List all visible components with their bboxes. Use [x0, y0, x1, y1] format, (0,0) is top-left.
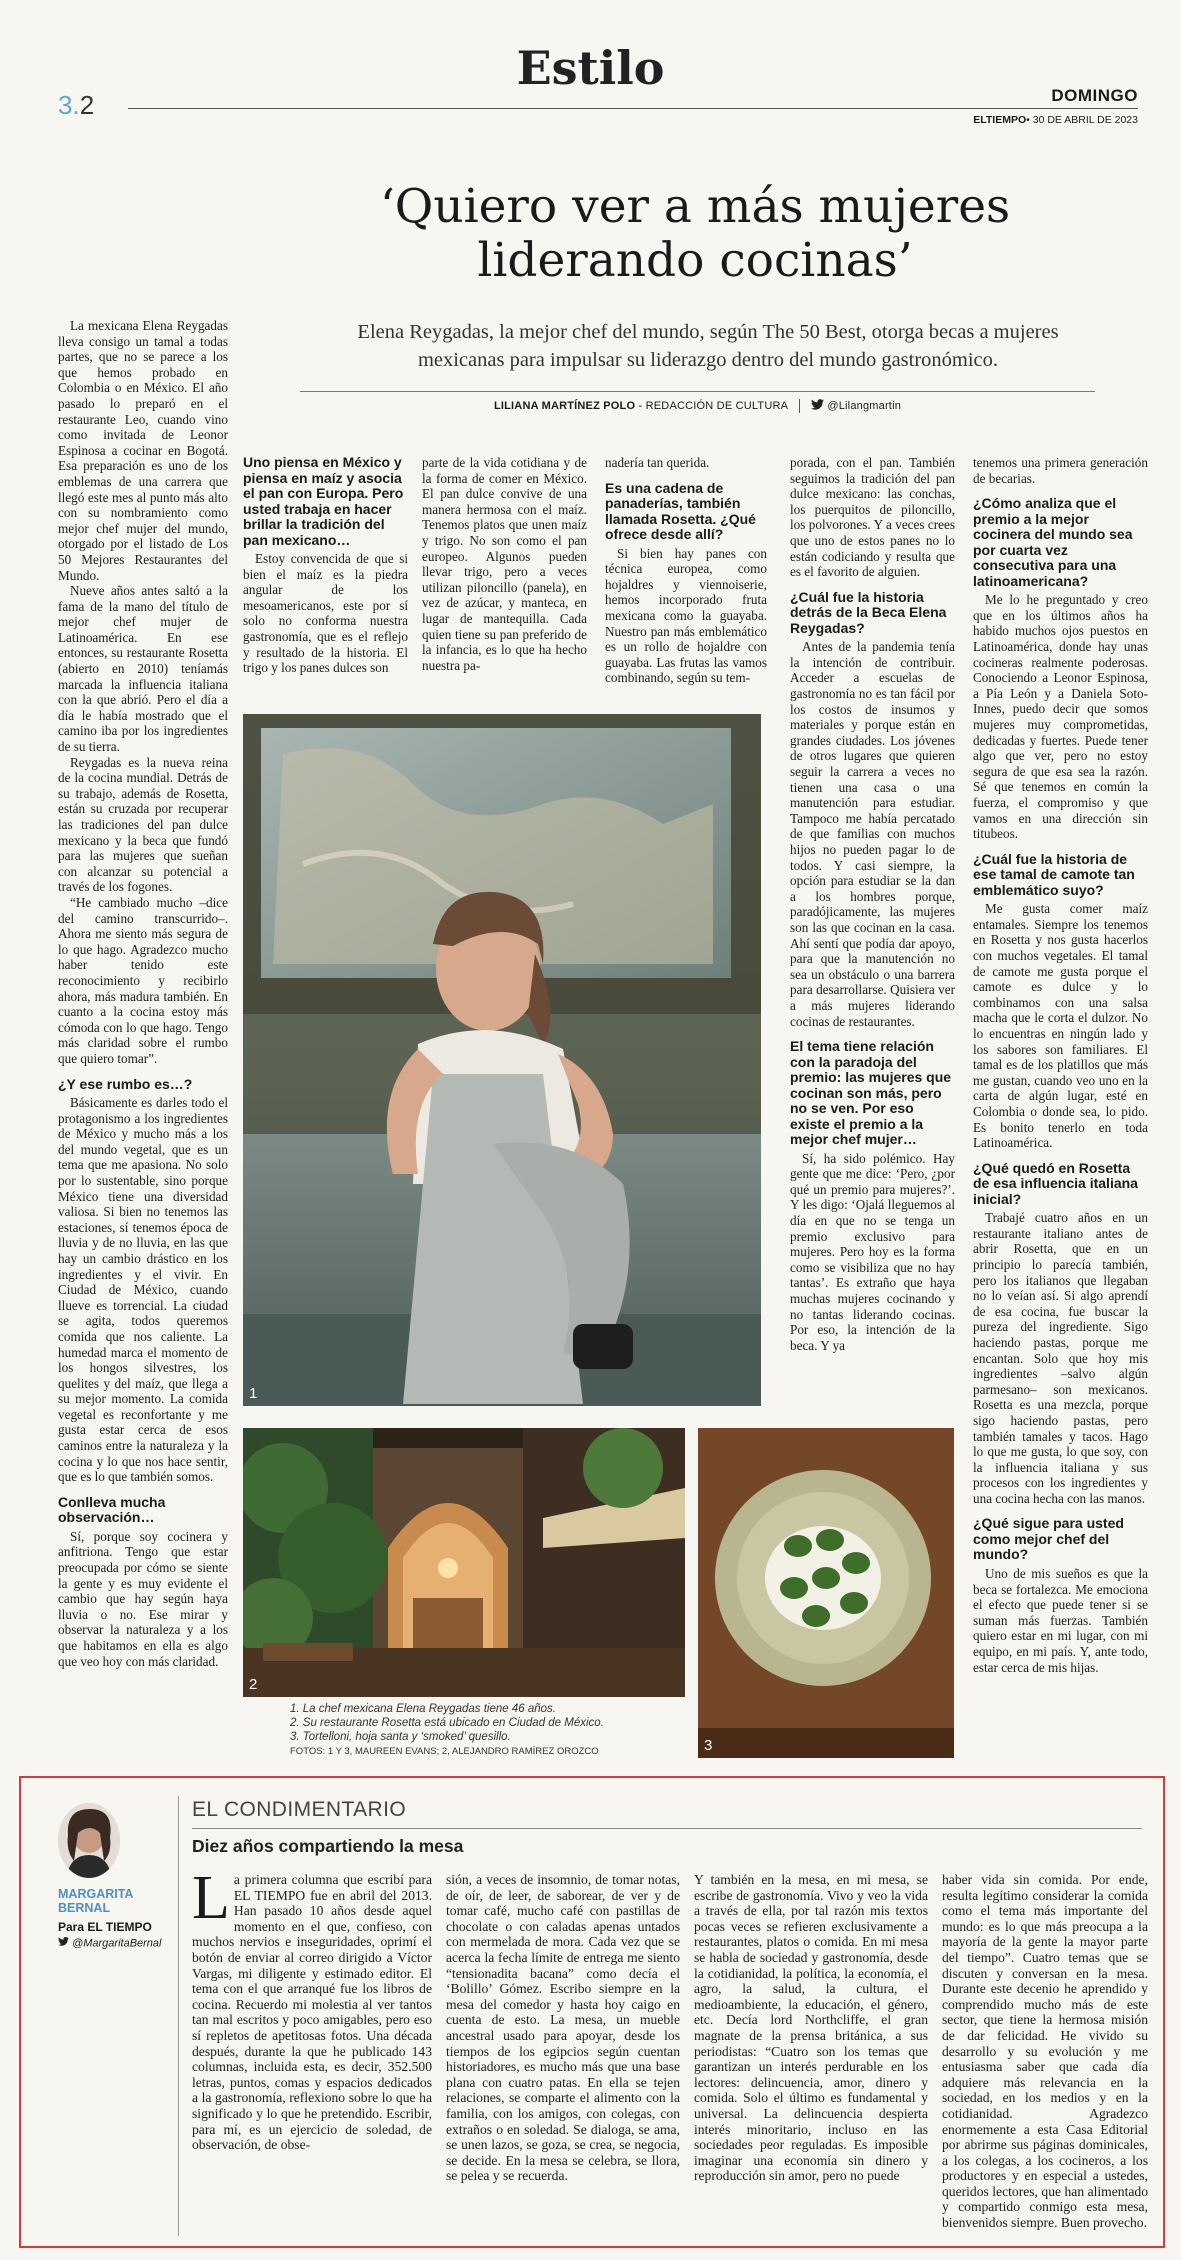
byline-handle: @Lilangmartin	[827, 399, 902, 412]
caption-1: 1. La chef mexicana Elena Reygadas tiene 46 años.	[290, 1703, 556, 1715]
article-column-2	[243, 455, 408, 715]
article-column-3	[422, 455, 587, 705]
column-paragraph-4: haber vida sin comida. Por ende, resulta legítimo considerar la comida como el tema más importante del mundo: es lo que más preocupa a la mayoría de la gente la mayor parte del tiempo”. Cuatro temas que se discuten y conversan en la mesa. Durante este decenio he aprendido y comprendido mucho más de este sector, que tiene la hermosa misión de dar felicidad. He vivido su desarrollo y su evolución y me entusiasma saber que cada día adquiere más relevancia en la sociedad, en los medios y en la cotidianidad. Agradezco enormemente a esta Casa Editorial por abrirme sus páginas dominicales, a los colegas, a los cocineros, a los productores y en especial a ustedes, queridos lectores, que han alimentado y compartido conmigo esta mesa, bienvenidos siempre. Buen provecho.	[942, 1872, 1148, 2231]
article-paragraph: “He cambiado mucho –dice del camino transcurrido–. Ahora me siento más segura de lo que hago. Agradezco mucho haber tenido este reconocimiento y recibirlo ahora, más madura también. En cuanto a la cocina estoy más cómoda con lo que hago. Tengo más claridad sobre el rumbo que quiero tomar”.	[58, 894, 228, 1066]
headline-line-1: ‘Quiero ver a más mujeres	[379, 179, 1011, 234]
column-text-2	[446, 1872, 680, 2232]
article-paragraph: Sí, porque soy cocinera y anfitriona. Tengo que estar preocupada por cómo se siente la gente y es muy evidente el cambio que hay según haya lluvia o no. Ese mirar y observar la naturaleza y a los que habitamos en ella es algo que veo hoy con más claridad.	[58, 1528, 228, 1669]
column-text-1	[192, 1872, 432, 2232]
article-paragraph: nadería tan querida.	[605, 455, 710, 470]
article-paragraph: Me gusta comer maíz entamales. Siempre los tenemos en Rosetta y nos gusta hacerlos con muchos vegetales. El tamal de camote me gusta porque el camote es dulce y lo combinamos con una salsa macha que le corta el dulzor. No lo encuentras en ningún lado y los sabores son familiares. El tamal es de los platillos que más me gustan, cuando veo uno en la carta de algún lugar, esté en Colombia o donde sea, lo pido. Es bonito tenerlo en toda Latinoamérica.	[973, 901, 1148, 1151]
photo-restaurant	[243, 1428, 685, 1697]
author-outlet: Para EL TIEMPO	[58, 1920, 152, 1934]
author-block	[58, 1887, 188, 1951]
author-last-name: BERNAL	[58, 1901, 111, 1915]
photo-chef-portrait	[243, 714, 761, 1406]
caption-2: 2. Su restaurante Rosetta está ubicado en Ciudad de México.	[290, 1717, 604, 1729]
column-title: Diez años compartiendo la mesa	[192, 1836, 464, 1856]
byline-divider	[799, 399, 800, 413]
page-number	[58, 90, 94, 120]
photo-number-1: 1	[249, 1385, 258, 1402]
article-paragraph: parte de la vida cotidiana y de la forma de comer en México. El pan dulce convive de una manera hermosa con el maíz. Tenemos platos que unen maíz y trigo. No son como el pan europeo. Algunos pueden llevar trigo, pero a veces utilizan piloncillo (panela), en vez de azúcar, y manteca, en lugar de mantequilla. Cada quien tiene su pan preferido de la infancia, es lo que ha hecho nuestra pa-	[422, 455, 587, 673]
section-title: Estilo	[516, 41, 665, 95]
question-heading: ¿Qué quedó en Rosetta de esa influencia italiana inicial?	[973, 1159, 1138, 1207]
column-paragraph-1	[192, 1872, 432, 2153]
article-paragraph: Sí, ha sido polémico. Hay gente que me dice: ‘Pero, ¿por qué un premio para mujeres?’. Y les digo: ‘Ojalá lleguemos al día en que no se tenga un premio exclusivo para mujeres. Pero hoy es la forma como se visibiliza que no hay tantas’. Es extraño que haya muchas mujeres cocinando y no tantas liderando cocinas. Por eso, la intención de la beca. Y ya	[790, 1150, 955, 1353]
article-paragraph: Antes de la pandemia tenía la intención de contribuir. Acceder a escuelas de gastronomía no es tan fácil por los costos de insumos y materiales y porque están en grandes ciudades. Los jóvenes de otros lugares que quieren seguir la carrera a veces no tienen una casa o una manutención para estudiar. Tampoco me había percatado de que familias con muchos hijos no pueden pagar lo de todos. Y casi siempre, la opción para estudiar se la dan a los hombres porque, paradójicamente, las mujeres son las que cocinan en la casa. Ahí sentí que podía dar apoyo, para que la manutención no sea un obstáculo o una barrera para desarrollarse. Quisiera ver a más mujeres liderando cocinas de restaurantes.	[790, 639, 955, 1029]
photo-captions	[290, 1702, 690, 1758]
header-day: DOMINGO	[1051, 86, 1138, 105]
photo-credit: FOTOS: 1 Y 3, MAUREEN EVANS; 2, ALEJANDRO RAMÍREZ OROZCO	[290, 1746, 599, 1757]
article-paragraph: Uno de mis sueños es que la beca se fortalezca. Me emociona el efecto que puede tener si se suman más fuerzas. También quiero estar en mi lugar, con mi equipo, en mi país. Y, ante todo, estar cerca de mis hijas.	[973, 1565, 1148, 1675]
article-paragraph: Trabajé cuatro años en un restaurante italiano antes de abrir Rosetta, que en un principio lo parecía también, pero los italianos que llegaban no lo veían así. Si algo aprendí de esa cocina, fue buscar la pureza del ingrediente. Sigo haciendo pastas, porque me encantan. Solo que hoy mis ingredientes –salvo algún parmesano– son mexicanos. Rosetta es una mezcla, porque sigo haciendo pastas, pero también tamales y tacos. Hago lo que me gusta, lo que soy, con la influencia italiana y sus procesos con los ingredientes y una cocina hecha con las manos.	[973, 1210, 1148, 1506]
column-text-4	[942, 1872, 1148, 2232]
header-rule	[128, 108, 1138, 109]
article-paragraph: porada, con el pan. También seguimos la tradición del pan dulce mexicano: las conchas, los puerquitos de piloncillo, los polvorones. Y a veces crees que uno de estos panes no lo están codiciando y resulta que es el favorito de alguien.	[790, 455, 955, 580]
byline-rule	[300, 391, 1095, 392]
author-avatar	[58, 1803, 120, 1878]
paper-brand: ELTIEMPO	[973, 114, 1027, 126]
byline-role: - REDACCIÓN DE CULTURA	[638, 399, 788, 412]
article-paragraph: Estoy convencida de que si bien el maíz es la piedra angular de los mesoamericanos, este por sí solo no conforma nuestra gastronomía, que es el reflejo y resultado de la historia. El trigo y los panes dulces son	[243, 551, 408, 676]
article-paragraph: Me lo he preguntado y creo que en los últimos años ha habido muchos ojos puestos en Latinoamérica, donde hay unas cocineras realmente poderosas. Conociendo a Leonor Espinosa, a Pía León y a Daniela Soto-Innes, puedo decir que somos mujeres muy comprometidas, dedicadas y fuertes. Puede tener algo que ver, pero no estoy segura de que esa sea la razón. Sé que tenemos en común la fuerza, el compromiso y que vamos en una dirección sin titubeos.	[973, 592, 1148, 842]
column-paragraph-3: Y también en la mesa, en mi mesa, se escribe de gastronomía. Vivo y veo la vida a través de ella, por tal razón mis textos pocas veces se refieren exclusivamente a restaurantes, platos o comida. En mi mesa se habla de sociedad y gastronomía, desde la cotidianidad, la política, la economía, el agro, la salud, la cultura, el medioambiente, la educación, el género, etc. Decía lord Northcliffe, el gran magnate de la prensa británica, a sus periodistas: “Cuatro son los temas que garantizan un interés perdurable en los lectores: delincuencia, amor, dinero y comida. Solo el último es fundamental y universal. La delincuencia despierta interés minoritario, incluso en las sociedades peor reguladas. Es imposible imaginar una economía sin dinero y reproducción sin amor, pero no puede	[694, 1872, 928, 2184]
article-paragraph: Reygadas es la nueva reina de la cocina mundial. Detrás de su trabajo, además de Rosetta, están su cruzada por recuperar las tradiciones del pan dulce mexicano y la beca que fundó para las mujeres que sueñan con alcanzar su potencial a través de los fogones.	[58, 754, 228, 895]
article-paragraph: tenemos una primera generación de becarias.	[973, 455, 1148, 486]
article-column-4	[605, 455, 767, 705]
headline	[230, 180, 1160, 288]
photo-number-3: 3	[704, 1737, 713, 1754]
byline-name: LILIANA MARTÍNEZ POLO	[493, 399, 636, 412]
article-paragraph: Nueve años antes saltó a la fama de la mano del título de mejor chef mujer de Latinoamérica. En ese entonces, su restaurante Rosetta (abierto en 2010) teníamás marcada la influencia italiana con la que abrió. Pero el día a día le había mostrado que el camino iba por los ingredientes de su tierra.	[58, 583, 228, 755]
question-heading: Uno piensa en México y piensa en maíz y asocia el pan con Europa. Pero usted trabaja en hacer brillar la tradición del pan mexicano…	[243, 455, 404, 548]
question-heading: Conlleva mucha observación…	[58, 1493, 166, 1526]
question-heading: El tema tiene relación con la paradoja del premio: las mujeres que cocinan son más, pero no se ven. Por eso existe el premio a la mejor chef mujer…	[790, 1038, 952, 1148]
page-number-major: 3.	[58, 90, 80, 120]
photo-number-2: 2	[249, 1676, 258, 1693]
column-section-label: EL CONDIMENTARIO	[192, 1798, 407, 1821]
twitter-icon	[811, 399, 824, 413]
column-divider	[178, 1796, 179, 2236]
header-date	[973, 114, 1138, 126]
article-column-6	[973, 455, 1148, 1800]
column-paragraph-2: sión, a veces de insomnio, de tomar notas, de oír, de leer, de saborear, de ver y de tomar café, mucho café con pastillas de chocolate o con caladas apenas untados con mermelada de mora. Cada vez que se acerca la fecha límite de entrega me siento “tensionadita bacana” como decía el ‘Bolillo’ Gómez. Escribo siempre en la mesa del comedor y hasta hoy caigo en cuenta de esto. La mesa, un mueble ancestral usado para apoyar, desde los tiempos de los egipcios según cuentan historiadores, es mucho más que una base plana con cuatro patas. En ella se tejen relaciones, se comparte el alimento con la familia, con los amigos, con colegas, con extraños o en soledad. Se dialoga, se ama, se unen lazos, se goza, se crea, se negocia, se decide. En la mesa se celebra, se llora, se pelea y se recuerda.	[446, 1872, 680, 2184]
column-text-1-body: a primera columna que escribí para EL TIEMPO fue en abril del 2013. Han pasado 10 años desde aquel momento en el que, confieso, con muchos nervios e inseguridades, oprimí el botón de enviar al correo dirigido a Víctor Vargas, mi diligente y estimado editor. El tema con el que arranqué fue los libros de cocina. Recuerdo mi molestia al ver tantos tan mal escritos y poco amigables, pero eso sí repletos de apetitosas fotos. Una década después, durante la que he publicado 143 columnas, incluida esta, es decir, 352.500 letras, puntos, comas y espacios dedicados a la gastronomía, reflexiono sobre lo que ha significado y lo que he pretendido. Escribir, para mí, es un ejercicio de soledad, de observación, de obse-	[192, 1872, 432, 2153]
headline-line-2: liderando cocinas’	[477, 233, 913, 288]
question-heading: ¿Cómo analiza que el premio a la mejor cocinera del mundo sea por cuarta vez consecutiva para una latinoamericana?	[973, 495, 1133, 589]
photo-dish	[698, 1428, 954, 1758]
article-column-1	[58, 318, 228, 1748]
question-heading: Es una cadena de panaderías, también llamada Rosetta. ¿Qué ofrece desde allí?	[605, 479, 756, 543]
caption-3: 3. Tortelloni, hoja santa y ‘smoked’ quesillo.	[290, 1731, 511, 1743]
date-text: • 30 DE ABRIL DE 2023	[1026, 114, 1138, 126]
question-heading: ¿Y ese rumbo es…?	[58, 1075, 193, 1092]
page-number-minor: 2	[79, 90, 95, 120]
byline	[300, 399, 1095, 413]
subheadline: Elena Reygadas, la mejor chef del mundo, según The 50 Best, otorga becas a mujeres mexicanas para impulsar su liderazgo dentro del mundo gastronómico.	[357, 321, 1059, 371]
column-text-3	[694, 1872, 928, 2232]
article-paragraph: La mexicana Elena Reygadas lleva consigo un tamal a todas partes, que no se parece a los que hemos probado en Colombia o en México. El año pasado lo preparó en el restaurante Leo, cuando vino como invitada de Leonor Espinosa a cocinar en Bogotá. Esa preparación es uno de los emblemas de una carrera que llegó este mes al punto más alto con su nombramiento como mejor chef mujer del mundo, otorgado por el listado de Los 50 Mejores Restaurantes del Mundo.	[58, 318, 228, 583]
author-first-name: MARGARITA	[58, 1887, 134, 1901]
question-heading: ¿Cuál fue la historia de ese tamal de camote tan emblemático suyo?	[973, 850, 1135, 898]
question-heading: ¿Qué sigue para usted como mejor chef del mundo?	[973, 1515, 1124, 1563]
author-twitter	[58, 1936, 188, 1951]
column-section-rule	[192, 1828, 1142, 1829]
author-handle: @MargaritaBernal	[72, 1937, 162, 1950]
question-heading: ¿Cuál fue la historia detrás de la Beca Elena Reygadas?	[790, 588, 947, 636]
article-paragraph: Si bien hay panes con técnica europea, como hojaldres y viennoiserie, hemos incorporado fruta mexicana como la guayaba. Nuestro pan más emblemático es un rollo de hojaldre con guayaba. Las frutas las vamos combinando, según su tem-	[605, 545, 767, 686]
drop-cap: L	[192, 1872, 230, 1932]
twitter-icon	[58, 1936, 69, 1951]
article-paragraph: Básicamente es darles todo el protagonismo a los ingredientes de México y mucho más a los del mundo vegetal, que es un tema que me apasiona. No solo por lo sustentable, sino porque México tiene una diversidad valiosa. Si bien no tenemos las estaciones, sí tenemos época de lluvia y de no lluvia, en las que hay un cambio drástico en los ingredientes y el vivir. En Ciudad de México, cuando llueve es torrencial. La ciudad se agita, todos queremos comida que nos caliente. La humedad marca el momento de los hongos silvestres, los quelites y del maíz, que llega a su mejor momento. La comida vegetal es reconfortante y me gusta estar cerca de esos caminos entre la naturaleza y la cocina y lo que nos hace sentir, que es lo que también somos.	[58, 1095, 228, 1485]
